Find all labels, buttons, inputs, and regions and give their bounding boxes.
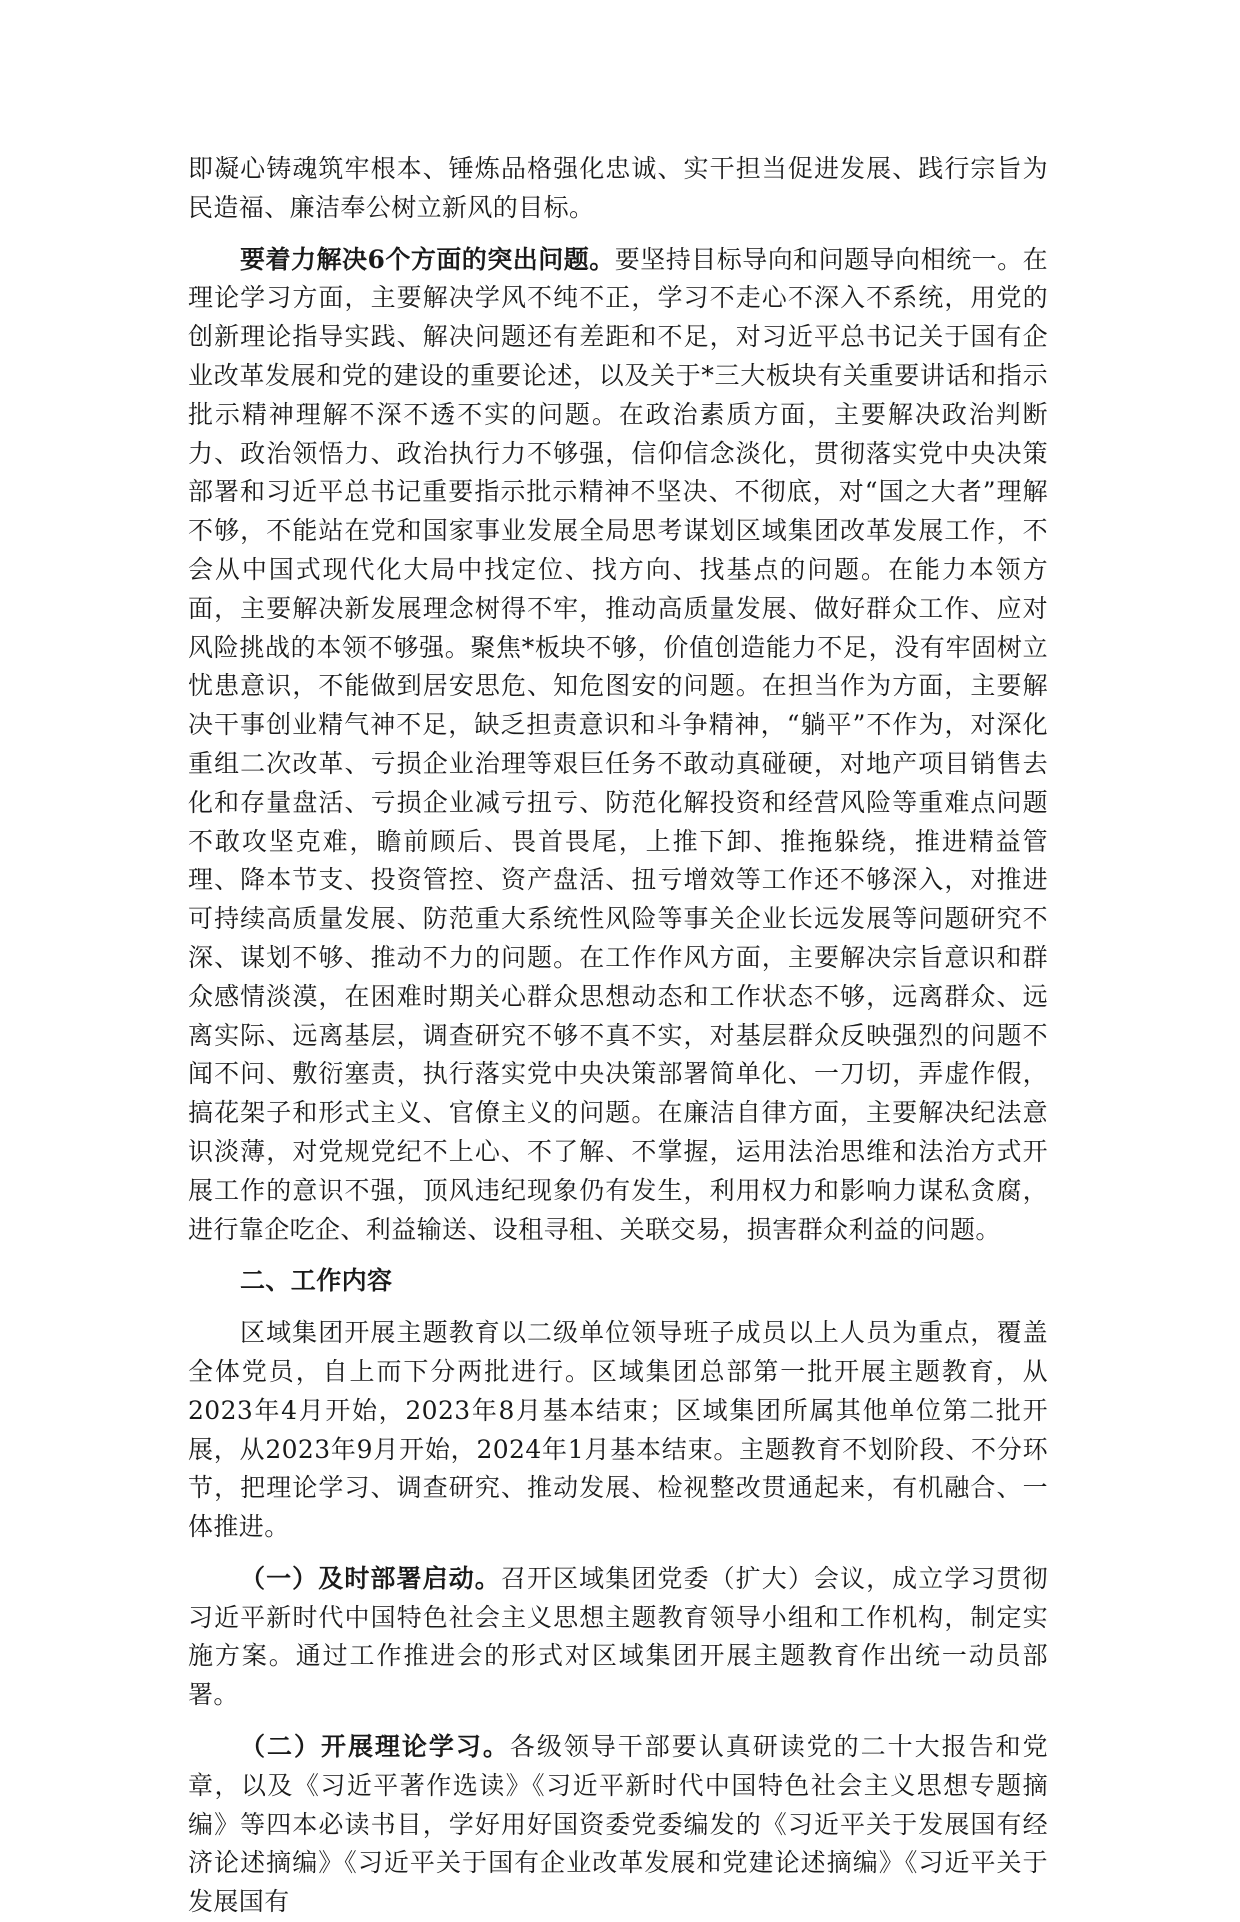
paragraph-lead: （二）开展理论学习。 (240, 1732, 510, 1762)
section-heading-work-content: 二、工作内容 (240, 1266, 393, 1296)
paragraph-text: 要坚持目标导向和问题导向相统一。在理论学习方面，主要解决学风不纯不正，学习不走心不深入不系统，用党的创新理论指导实践、解决问题还有差距和不足，对习近平总书记关于国有企业改革发展和党的建设的重要论述，以及关于*三大板块有关重要讲话和指示批示精神理解不深不透不实的问题。在政治素质方面，主要解决政治判断力、政治领悟力、政治执行力不够强，信仰信念淡化，贯彻落实党中央决策部署和习近平总书记重要指示批示精神不坚决、不彻底，对“国之大者”理解不够，不能站在党和国家事业发展全局思考谋划区域集团改革发展工作，不会从中国式现代化大局中找定位、找方向、找基点的问题。在能力本领方面，主要解决新发展理念树得不牢，推动高质量发展、做好群众工作、应对风险挑战的本领不够强。聚焦*板块不够，价值创造能力不足，没有牢固树立忧患意识，不能做到居安思危、知危图安的问题。在担当作为方面，主要解决干事创业精气神不足，缺乏担责意识和斗争精神，“躺平”不作为，对深化重组二次改革、亏损企业治理等艰巨任务不敢动真碰硬，对地产项目销售去化和存量盘活、亏损企业减亏扭亏、防范化解投资和经营风险等重难点问题不敢攻坚克难，瞻前顾后、畏首畏尾，上推下卸、推拖躲绕，推进精益管理、降本节支、投资管控、资产盘活、扭亏增效等工作还不够深入，对推进可持续高质量发展、防范重大系统性风险等事关企业长远发展等问题研究不深、谋划不够、推动不力的问题。在工作作风方面，主要解决宗旨意识和群众感情淡漠，在困难时期关心群众思想动态和工作状态不够，远离群众、远离实际、远离基层，调查研究不够不真不实，对基层群众反映强烈的问题不闻不问、敷衍塞责，执行落实党中央决策部署简单化、一刀切，弄虚作假，搞花架子和形式主义、官僚主义的问题。在廉洁自律方面，主要解决纪法意识淡薄，对党规党纪不上心、不了解、不掌握，运用法治思维和法治方式开展工作的意识不强，顶风违纪现象仍有发生，利用权力和影响力谋私贪腐，进行靠企吃企、利益输送、设租寻租、关联交易，损害群众利益的问题。 (188, 244, 1048, 1244)
document-page (188, 150, 1048, 1922)
paragraph-deployment (188, 1560, 1048, 1715)
paragraph-theory-study (188, 1728, 1048, 1922)
paragraph-text: 召开区域集团党委（扩大）会议，成立学习贯彻习近平新时代中国特色社会主义思想主题教育领导小组和工作机构，制定实施方案。通过工作推进会的形式对区域集团开展主题教育作出统一动员部署。 (188, 1563, 1048, 1710)
paragraph-text: 即凝心铸魂筑牢根本、锤炼品格强化忠诚、实干担当促进发展、践行宗旨为民造福、廉洁奉公树立新风的目标。 (188, 154, 1048, 222)
paragraph-text: 各级领导干部要认真研读党的二十大报告和党章，以及《习近平著作选读》《习近平新时代中国特色社会主义思想专题摘编》等四本必读书目，学好用好国资委党委编发的《习近平关于发展国有经济论述摘编》《习近平关于国有企业改革发展和党建论述摘编》《习近平关于发展国有 (188, 1732, 1048, 1917)
paragraph-text: 区域集团开展主题教育以二级单位领导班子成员以上人员为重点，覆盖全体党员，自上而下分两批进行。区域集团总部第一批开展主题教育，从2023年4月开始，2023年8月基本结束；区域集团所属其他单位第二批开展，从2023年9月开始，2024年1月基本结束。主题教育不划阶段、不分环节，把理论学习、调查研究、推动发展、检视整改贯通起来，有机融合、一体推进。 (188, 1318, 1048, 1542)
paragraph-lead: （一）及时部署启动。 (240, 1563, 501, 1593)
paragraph-lead: 要着力解决6个方面的突出问题。 (240, 244, 615, 274)
paragraph-scope (188, 1314, 1048, 1547)
paragraph-problems (188, 241, 1048, 1250)
paragraph-goals-continuation (188, 150, 1048, 228)
